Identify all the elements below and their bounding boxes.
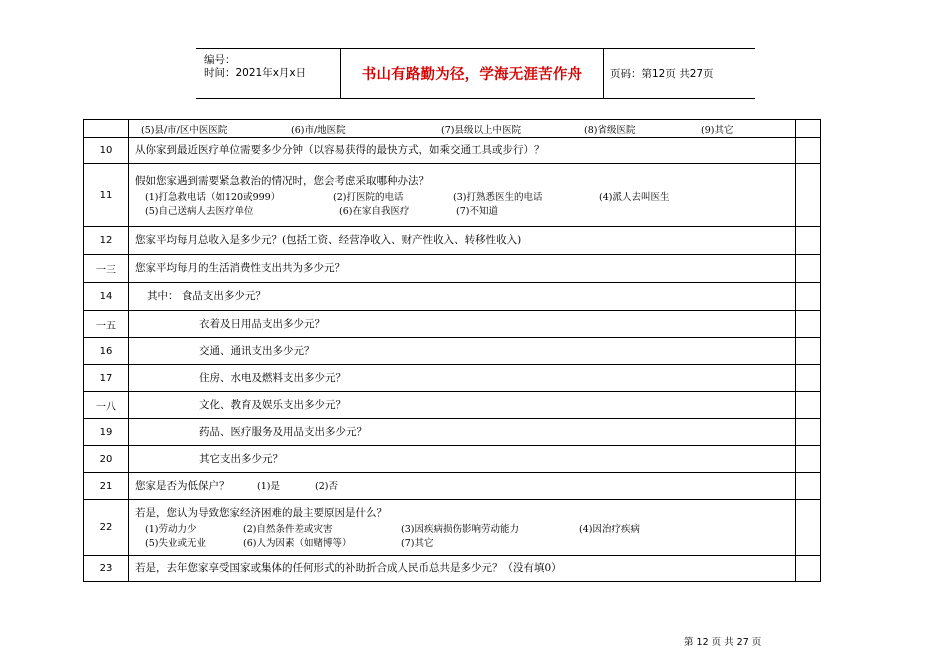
header-motto: 书山有路勤为径，学海无涯苦作舟 [341,49,604,98]
answer-cell[interactable] [796,446,821,473]
answer-cell[interactable] [796,556,821,582]
question-cell [129,365,796,392]
question-cell [129,283,796,311]
answer-cell[interactable] [796,283,821,311]
question-cell [129,164,796,227]
question-cell [129,138,796,164]
row-number: 一五 [84,311,129,338]
row-number: 22 [84,500,129,556]
page-header [196,48,755,99]
question-text: 您家平均每月总收入是多少元？(包括工资、经营净收入、财产性收入、转移性收入) [135,234,522,246]
option-line [145,535,795,549]
row-number: 10 [84,138,129,164]
question-cell [129,227,796,255]
row-number: 12 [84,227,129,255]
table-row [84,311,821,338]
option: (5)自己送病人去医疗单位 [145,205,254,217]
row-number: 一三 [84,255,129,283]
question-cell [129,446,796,473]
row-number: 21 [84,473,129,500]
time-label: 时间：2021年x月x日 [204,67,307,79]
question-text: 衣着及日用品支出多少元？ [199,317,325,330]
question-text: 药品、医疗服务及用品支出多少元？ [199,425,367,438]
option: (1)劳动力少 [145,524,197,535]
option-yes: (1)是 [257,480,280,492]
question-text: 其中： 食品支出多少元？ [147,290,266,302]
option: (9)其它 [701,124,734,136]
table-row [84,473,821,500]
option: (5)失业或无业 [145,538,206,549]
row-number: 11 [84,164,129,227]
answer-cell[interactable] [796,120,821,138]
table-row [84,120,821,138]
table-row [84,392,821,419]
question-cell [129,419,796,446]
answer-cell[interactable] [796,365,821,392]
option: (7)其它 [401,538,434,549]
row-number: 14 [84,283,129,311]
number-label: 编号： [204,54,236,66]
table-row [84,556,821,582]
table-row [84,500,821,556]
question-cell [129,392,796,419]
question-text: 若是，去年您家享受国家或集体的任何形式的补助折合成人民币总共是多少元？（没有填0） [135,562,562,574]
questionnaire-table [83,119,821,582]
row-number: 17 [84,365,129,392]
table-row [84,283,821,311]
question-text: 其它支出多少元？ [199,452,283,465]
question-line [135,479,795,494]
answer-cell[interactable] [796,473,821,500]
question-text: 您家是否为低保户？ [135,479,230,492]
table-row [84,227,821,255]
row-number: 20 [84,446,129,473]
table-row [84,255,821,283]
option: (4)因治疗疾病 [579,524,640,535]
option: (7)不知道 [456,205,498,217]
option: (4)派人去叫医生 [599,191,670,203]
option: (5)县/市/区中医医院 [141,124,228,136]
row-number: 一八 [84,392,129,419]
table-row [84,338,821,365]
option: (6)市/地医院 [291,124,346,136]
option-no: (2)否 [315,480,338,492]
option: (3)打熟悉医生的电话 [453,191,543,203]
question-text: 您家平均每月的生活消费性支出共为多少元？ [135,262,345,274]
answer-cell[interactable] [796,392,821,419]
header-page-label: 页码：第12页 共27页 [610,68,714,80]
row-number: 19 [84,419,129,446]
header-meta [196,49,341,98]
answer-cell[interactable] [796,311,821,338]
question-cell [129,338,796,365]
question-cell [129,473,796,500]
question-text: 假如您家遇到需要紧急救治的情况时，您会考虑采取哪种办法？ [135,174,429,187]
answer-cell[interactable] [796,500,821,556]
question-text: 交通、通讯支出多少元？ [199,344,315,357]
table-row [84,138,821,164]
table-row [84,164,821,227]
option-line [141,122,795,136]
table-row [84,446,821,473]
question-text: 若是，您认为导致您家经济困难的最主要原因是什么？ [135,507,387,519]
question-text: 住房、水电及燃料支出多少元？ [199,371,346,384]
option: (6)人为因素（如赌博等） [243,538,352,549]
answer-cell[interactable] [796,227,821,255]
page-number: 第 12 页 共 27 页 [684,637,762,648]
question-cell [129,120,796,138]
answer-cell[interactable] [796,338,821,365]
row-number: 23 [84,556,129,582]
option: (2)自然条件差或灾害 [243,524,333,535]
table-row [84,419,821,446]
option-line [145,521,795,535]
option: (2)打医院的电话 [333,191,404,203]
answer-cell[interactable] [796,255,821,283]
option: (1)打急救电话（如120或999） [145,191,281,203]
question-text: 文化、教育及娱乐支出多少元？ [199,398,346,411]
option: (8)省级医院 [584,124,636,136]
row-number: 16 [84,338,129,365]
answer-cell[interactable] [796,419,821,446]
table-row [84,365,821,392]
question-cell [129,311,796,338]
option: (3)因疾病损伤影响劳动能力 [401,524,519,535]
option-line [145,203,795,217]
answer-cell[interactable] [796,164,821,227]
question-cell [129,255,796,283]
option: (6)在家自我医疗 [339,205,410,217]
question-text: 从你家到最近医疗单位需要多少分钟（以容易获得的最快方式，如乘交通工具或步行）？ [135,144,545,156]
row-number [84,120,129,138]
question-cell [129,500,796,556]
answer-cell[interactable] [796,138,821,164]
option: (7)县级以上中医院 [441,124,521,136]
question-cell [129,556,796,582]
option-line [145,189,795,203]
